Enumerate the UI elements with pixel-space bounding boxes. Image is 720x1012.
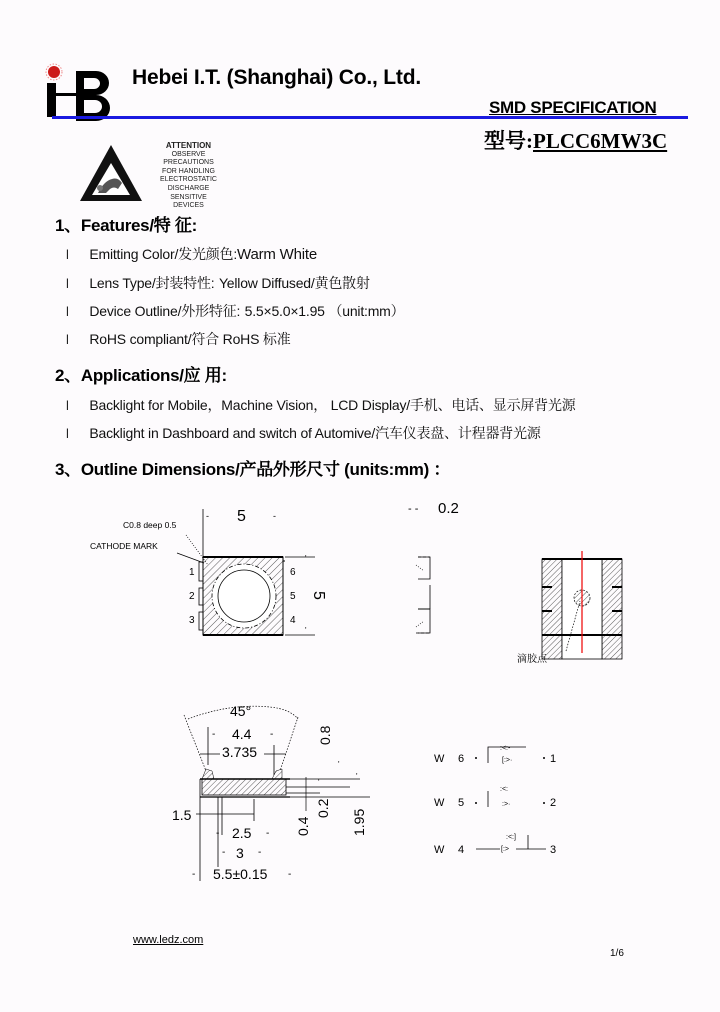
svg-text:-: - — [206, 511, 209, 521]
svg-text:4.4: 4.4 — [232, 726, 252, 742]
svg-text:-: - — [216, 828, 220, 839]
svg-text:3: 3 — [189, 615, 195, 626]
esd-line: DISCHARGE — [167, 184, 210, 192]
side-view-drawing — [400, 495, 480, 645]
feature-label: RoHS compliant/符合 RoHS 标准 — [89, 331, 291, 347]
feature-value: Warm White — [237, 246, 317, 263]
svg-text:-: - — [273, 511, 276, 521]
svg-text:C0.8 deep 0.5: C0.8 deep 0.5 — [123, 520, 177, 530]
svg-text:1: 1 — [550, 753, 557, 765]
bullet: l — [66, 247, 69, 262]
bullet: l — [66, 398, 69, 413]
svg-text:1: 1 — [189, 567, 195, 578]
company-logo — [38, 63, 128, 121]
page-number: 1/6 — [610, 948, 624, 959]
esd-notice-text — [146, 142, 231, 211]
esd-line: SENSITIVE — [170, 193, 207, 201]
svg-text:CATHODE MARK: CATHODE MARK — [90, 541, 158, 551]
circuit-diagram — [430, 735, 570, 860]
svg-text:-: - — [266, 828, 270, 839]
svg-text:0.2: 0.2 — [438, 500, 459, 517]
svg-text:-: - — [270, 729, 274, 740]
svg-text::<:]: :<:] — [506, 834, 516, 841]
doc-type-title: SMD SPECIFICATION — [489, 98, 657, 117]
svg-text::<:-: :<:- — [500, 745, 511, 752]
feature-value: 5.5×5.0×1.95 （unit:mm） — [244, 303, 405, 319]
application-text: Backlight for Mobile，Machine Vision， LCD Display/手机、电话、显示屏背光源 — [89, 397, 576, 413]
svg-text:-: - — [212, 729, 216, 740]
glue-point-label: 滴胶点 — [517, 654, 547, 665]
feature-item — [66, 301, 404, 321]
feature-label: Lens Type/封装特性: — [89, 275, 215, 291]
svg-text:1.5: 1.5 — [172, 807, 192, 823]
bottom-view-drawing — [530, 535, 630, 665]
model-number: PLCC6MW3C — [533, 129, 668, 153]
bullet: l — [66, 332, 69, 347]
svg-text:4: 4 — [458, 844, 465, 856]
svg-text:[:>·: [:>· — [502, 757, 513, 764]
svg-text:6: 6 — [290, 567, 296, 578]
svg-text:[:>: [:> — [501, 846, 509, 853]
svg-text:3: 3 — [550, 844, 557, 856]
svg-text:-: - — [192, 869, 196, 880]
feature-item — [66, 329, 291, 349]
esd-line: FOR HANDLING — [162, 167, 215, 175]
cross-section-drawing — [160, 695, 380, 885]
svg-text:5: 5 — [237, 508, 246, 525]
svg-text:5: 5 — [290, 591, 296, 602]
company-name: Hebei I.T. (Shanghai) Co., Ltd. — [132, 66, 421, 89]
svg-text:W: W — [434, 753, 445, 765]
feature-label: Device Outline/外形特征: — [89, 303, 241, 319]
svg-text:0.2: 0.2 — [315, 798, 331, 818]
svg-text:0.8: 0.8 — [317, 725, 333, 745]
model-label: 型号: — [484, 129, 533, 153]
esd-line: OBSERVE PRECAUTIONS — [163, 150, 214, 167]
svg-text:5.5±0.15: 5.5±0.15 — [213, 866, 268, 882]
website-link[interactable]: www.ledz.com — [133, 934, 204, 946]
svg-text:3.735: 3.735 — [222, 744, 258, 760]
svg-text:W: W — [434, 844, 445, 856]
svg-text:': ' — [318, 778, 320, 787]
applications-heading: 2、Applications/应 用: — [55, 366, 227, 385]
svg-text:5: 5 — [310, 591, 327, 600]
feature-value: Yellow Diffused/黄色散射 — [218, 275, 370, 291]
svg-text:': ' — [338, 760, 340, 769]
svg-text:': ' — [356, 772, 358, 781]
feature-item — [66, 244, 317, 264]
outline-heading: 3、Outline Dimensions/产品外形尺寸 (units:mm) ： — [55, 460, 451, 479]
svg-text:': ' — [305, 554, 307, 563]
svg-text:3: 3 — [236, 845, 244, 861]
esd-warning-icon — [78, 143, 144, 203]
svg-text:': ' — [305, 626, 307, 635]
svg-text:1.95: 1.95 — [351, 808, 367, 836]
svg-text:5: 5 — [458, 797, 465, 809]
bullet: l — [66, 426, 69, 441]
application-item — [66, 395, 576, 415]
esd-title: ATTENTION — [165, 141, 212, 150]
svg-text:6: 6 — [458, 753, 465, 765]
svg-text:45°: 45° — [230, 703, 252, 719]
svg-text:4: 4 — [290, 615, 296, 626]
svg-text:- -: - - — [408, 503, 419, 515]
svg-text:2: 2 — [189, 591, 195, 602]
top-view-drawing — [80, 495, 330, 645]
svg-text:2: 2 — [550, 797, 557, 809]
svg-text:-: - — [222, 847, 226, 858]
svg-text:-: - — [258, 847, 262, 858]
model-line — [484, 125, 667, 155]
svg-text::>·: :>· — [502, 801, 511, 808]
bullet: l — [66, 276, 69, 291]
application-text: Backlight in Dashboard and switch of Automive/汽车仪表盘、计程器背光源 — [89, 425, 541, 441]
features-heading: 1、Features/特 征: — [55, 216, 197, 235]
svg-text:-: - — [288, 869, 292, 880]
feature-item — [66, 273, 370, 293]
svg-text::<:: :<: — [500, 786, 508, 793]
bullet: l — [66, 304, 69, 319]
esd-line: ELECTROSTATIC — [160, 176, 217, 184]
feature-label: Emitting Color/发光颜色: — [89, 246, 238, 262]
svg-text:2.5: 2.5 — [232, 825, 252, 841]
esd-line: DEVICES — [173, 202, 204, 210]
logo-dot-icon — [48, 66, 60, 78]
svg-text:0.4: 0.4 — [295, 816, 311, 836]
svg-text:W: W — [434, 797, 445, 809]
application-item — [66, 423, 541, 443]
